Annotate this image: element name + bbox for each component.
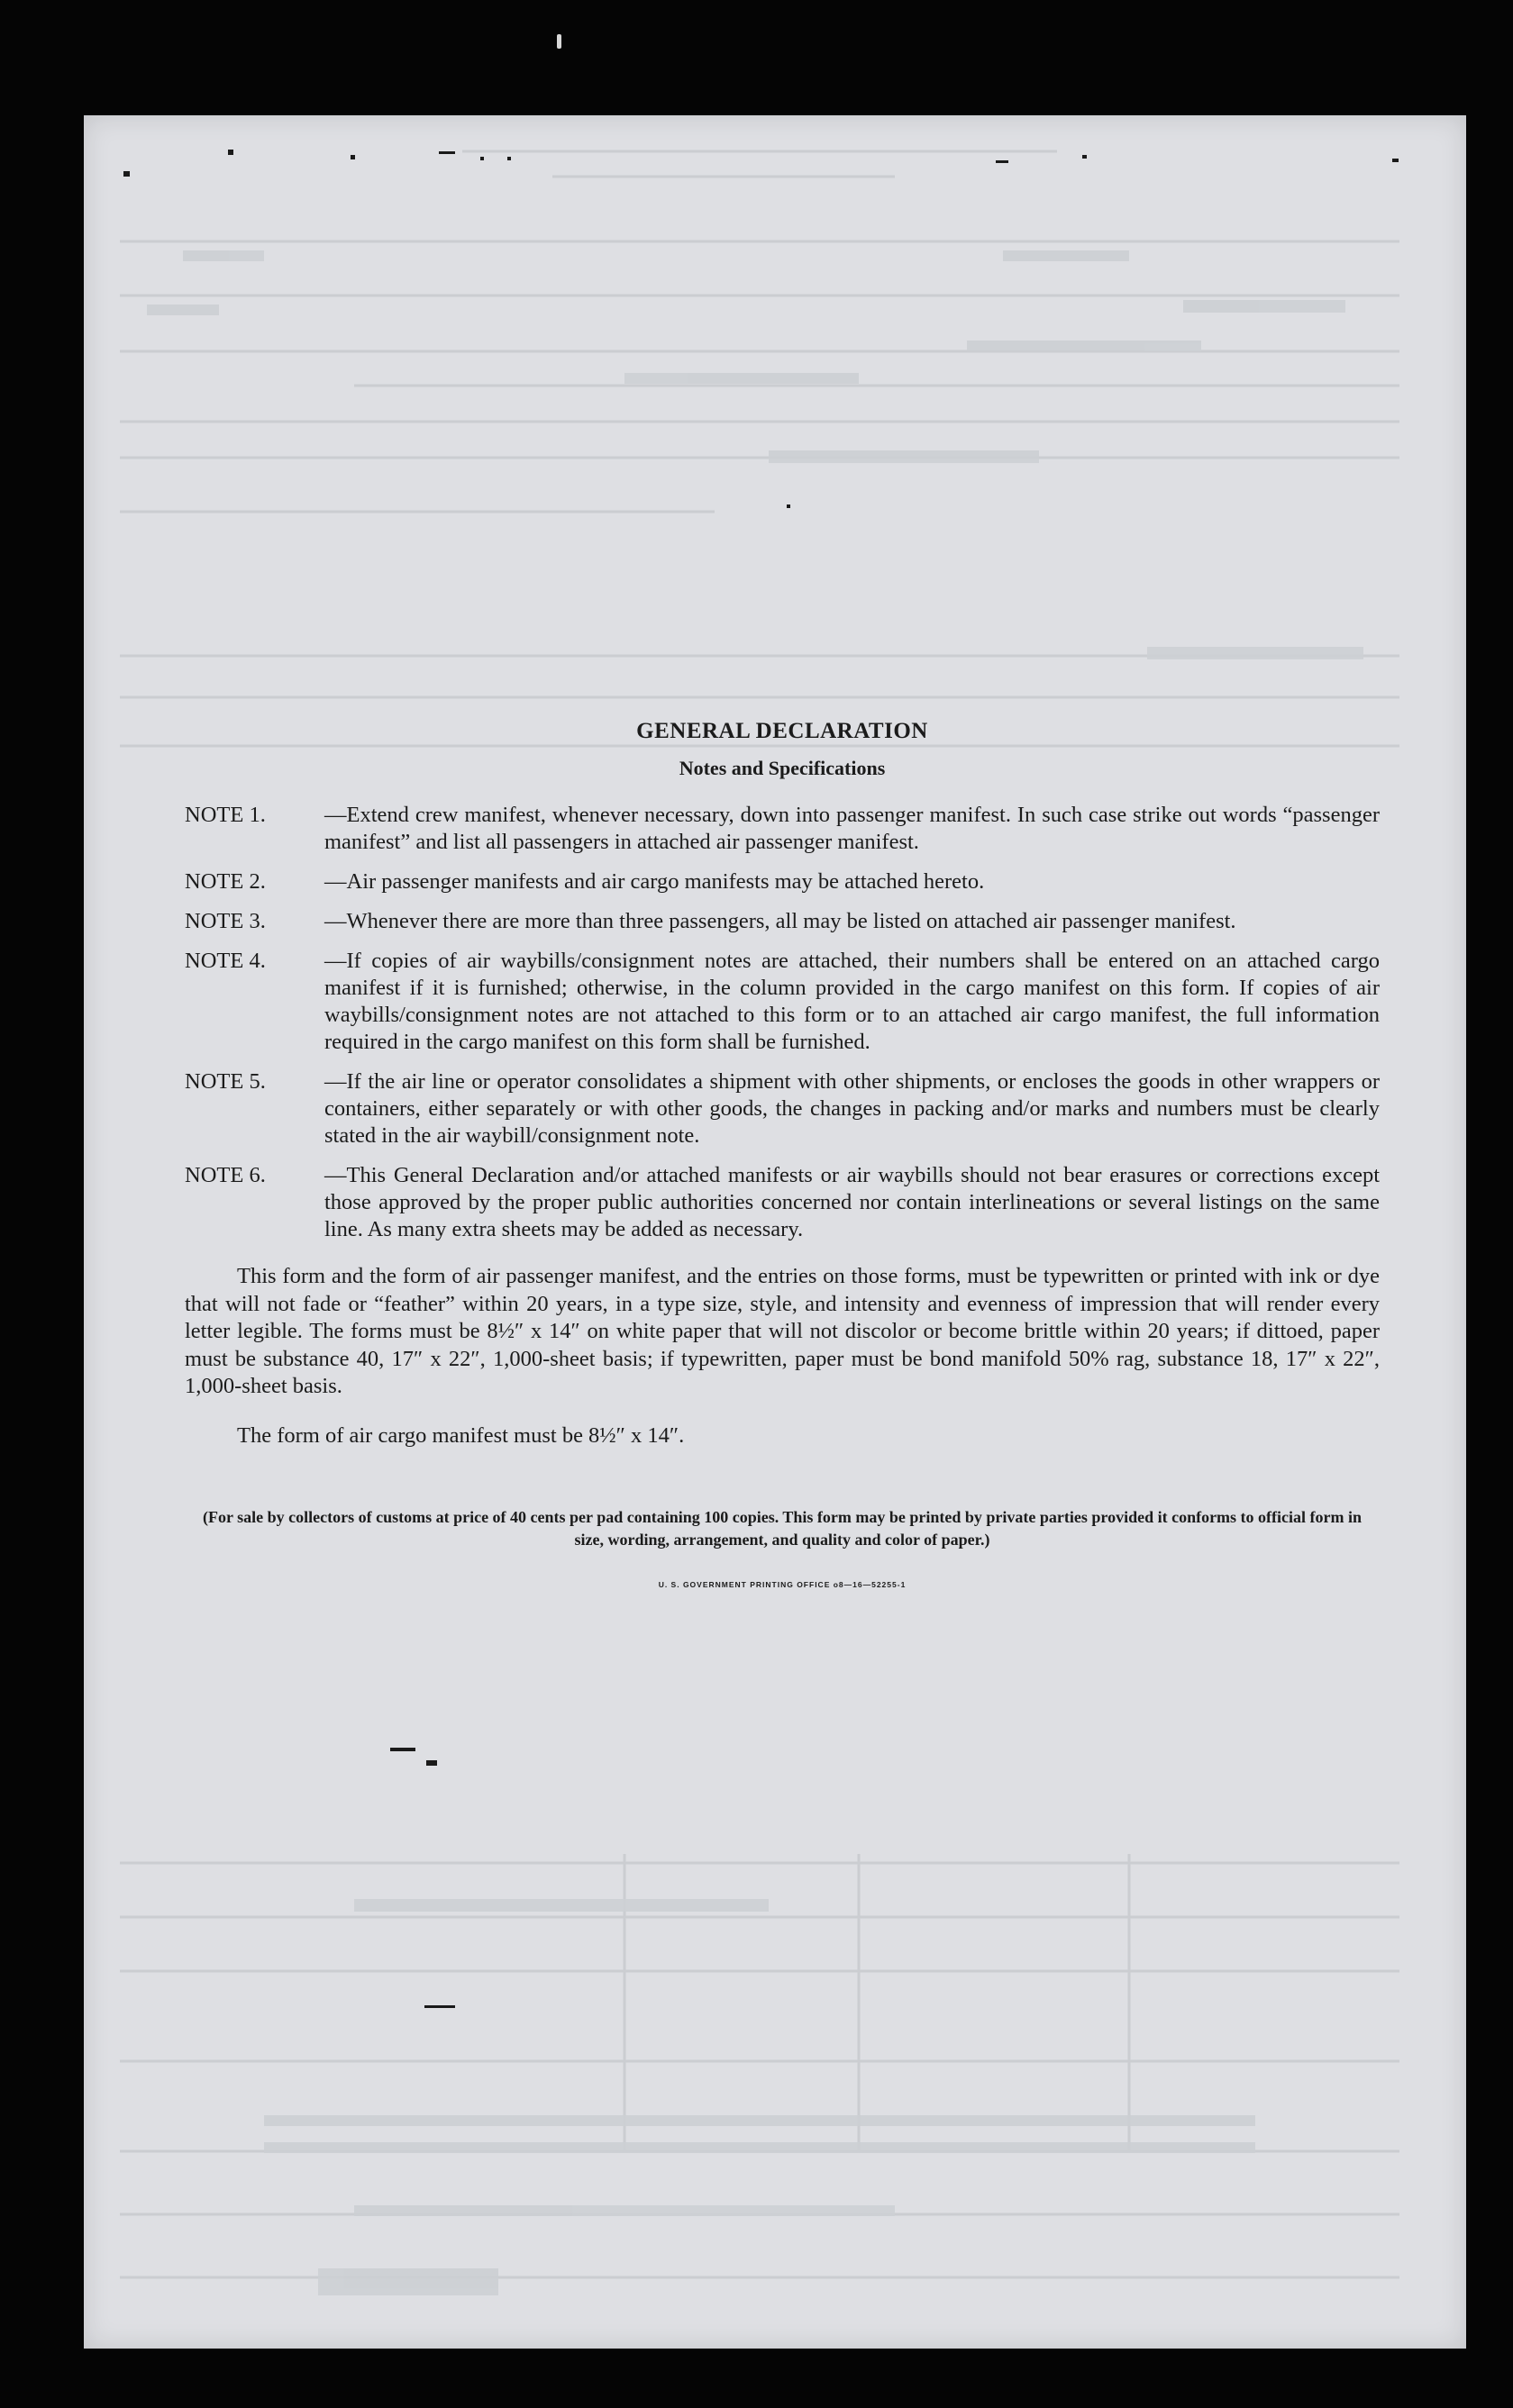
note-label: NOTE 2. bbox=[185, 869, 266, 894]
sale-note: (For sale by collectors of customs at price of 40 cents per pad containing 100 copies. This form may be printed by private parties provided it conforms to official form in size, wording, arrangement, and quality and color of paper.) bbox=[202, 1507, 1363, 1549]
note-label: NOTE 5. bbox=[185, 1069, 266, 1094]
document-page bbox=[84, 115, 1466, 2349]
note-label: NOTE 1. bbox=[185, 803, 266, 827]
note-text: —Extend crew manifest, whenever necessary, down into passenger manifest. In such case strike out words “passenger manifest” and list all passengers in attached air passenger manifest. bbox=[324, 803, 1380, 854]
page-title: GENERAL DECLARATION bbox=[636, 719, 928, 743]
scan-speck bbox=[424, 2005, 455, 2008]
note-1 bbox=[185, 802, 1380, 856]
scan-speck bbox=[228, 150, 233, 155]
note-6 bbox=[185, 1162, 1380, 1243]
note-text: —If copies of air waybills/consignment notes are attached, their numbers shall be entered on an attached cargo manifest if it is furnished; otherwise, in the column provided in the cargo manifest on this form. If copies of air waybills/consignment notes are not attached to this form or to an attached air cargo manifest, the full information required in the cargo manifest on this form shall be furnished. bbox=[324, 949, 1380, 1054]
page-subtitle: Notes and Specifications bbox=[679, 757, 886, 779]
note-text: —Whenever there are more than three passengers, all may be listed on attached air passenger manifest. bbox=[324, 909, 1236, 933]
note-4 bbox=[185, 948, 1380, 1056]
scan-speck bbox=[1392, 159, 1399, 162]
note-text: —This General Declaration and/or attached manifests or air waybills should not bear erasures or corrections except those approved by the proper public authorities concerned nor contain interlineations or several listings on the same line. As many extra sheets may be added as necessary. bbox=[324, 1163, 1380, 1241]
note-3 bbox=[185, 908, 1380, 935]
note-label: NOTE 6. bbox=[185, 1163, 266, 1187]
scan-speck bbox=[996, 160, 1008, 163]
scan-speck bbox=[390, 1748, 415, 1751]
printer-imprint: U. S. GOVERNMENT PRINTING OFFICE o8—16—52255-1 bbox=[658, 1579, 907, 1589]
scan-speck bbox=[787, 504, 790, 508]
note-label: NOTE 3. bbox=[185, 909, 266, 933]
cargo-manifest-size-paragraph: The form of air cargo manifest must be 8½″ x 14″. bbox=[237, 1423, 685, 1448]
scan-speck bbox=[426, 1760, 437, 1766]
scan-speck bbox=[123, 171, 130, 177]
scan-speck bbox=[480, 157, 484, 160]
note-5 bbox=[185, 1068, 1380, 1149]
scan-speck bbox=[507, 157, 511, 160]
note-label: NOTE 4. bbox=[185, 949, 266, 973]
note-2 bbox=[185, 868, 1380, 895]
declaration-notes bbox=[185, 719, 1380, 1596]
note-text: —If the air line or operator consolidates a shipment with other shipments, or encloses the goods in other wrappers or containers, either separately or with other goods, the changes in packing and/or marks and numbers must be clearly stated in the air waybill/consignment note. bbox=[324, 1069, 1380, 1148]
scan-speck bbox=[439, 151, 455, 154]
scan-speck bbox=[351, 155, 355, 159]
scan-speck bbox=[557, 34, 561, 49]
paper-specification-paragraph: This form and the form of air passenger manifest, and the entries on those forms, must be typewritten or printed with ink or dye that will not fade or “feather” within 20 years, in a type size, style, and intensity and evenness of impression that will render every letter legible. The forms must be 8½″ x 14″ on white paper that will not discolor or become brittle within 20 years; if dittoed, paper must be substance 40, 17″ x 22″, 1,000-sheet basis; if typewritten, paper must be bond manifold 50% rag, substance 18, 17″ x 22″, 1,000-sheet basis. bbox=[185, 1264, 1380, 1398]
note-text: —Air passenger manifests and air cargo manifests may be attached hereto. bbox=[324, 869, 985, 894]
scan-speck bbox=[1082, 155, 1087, 159]
